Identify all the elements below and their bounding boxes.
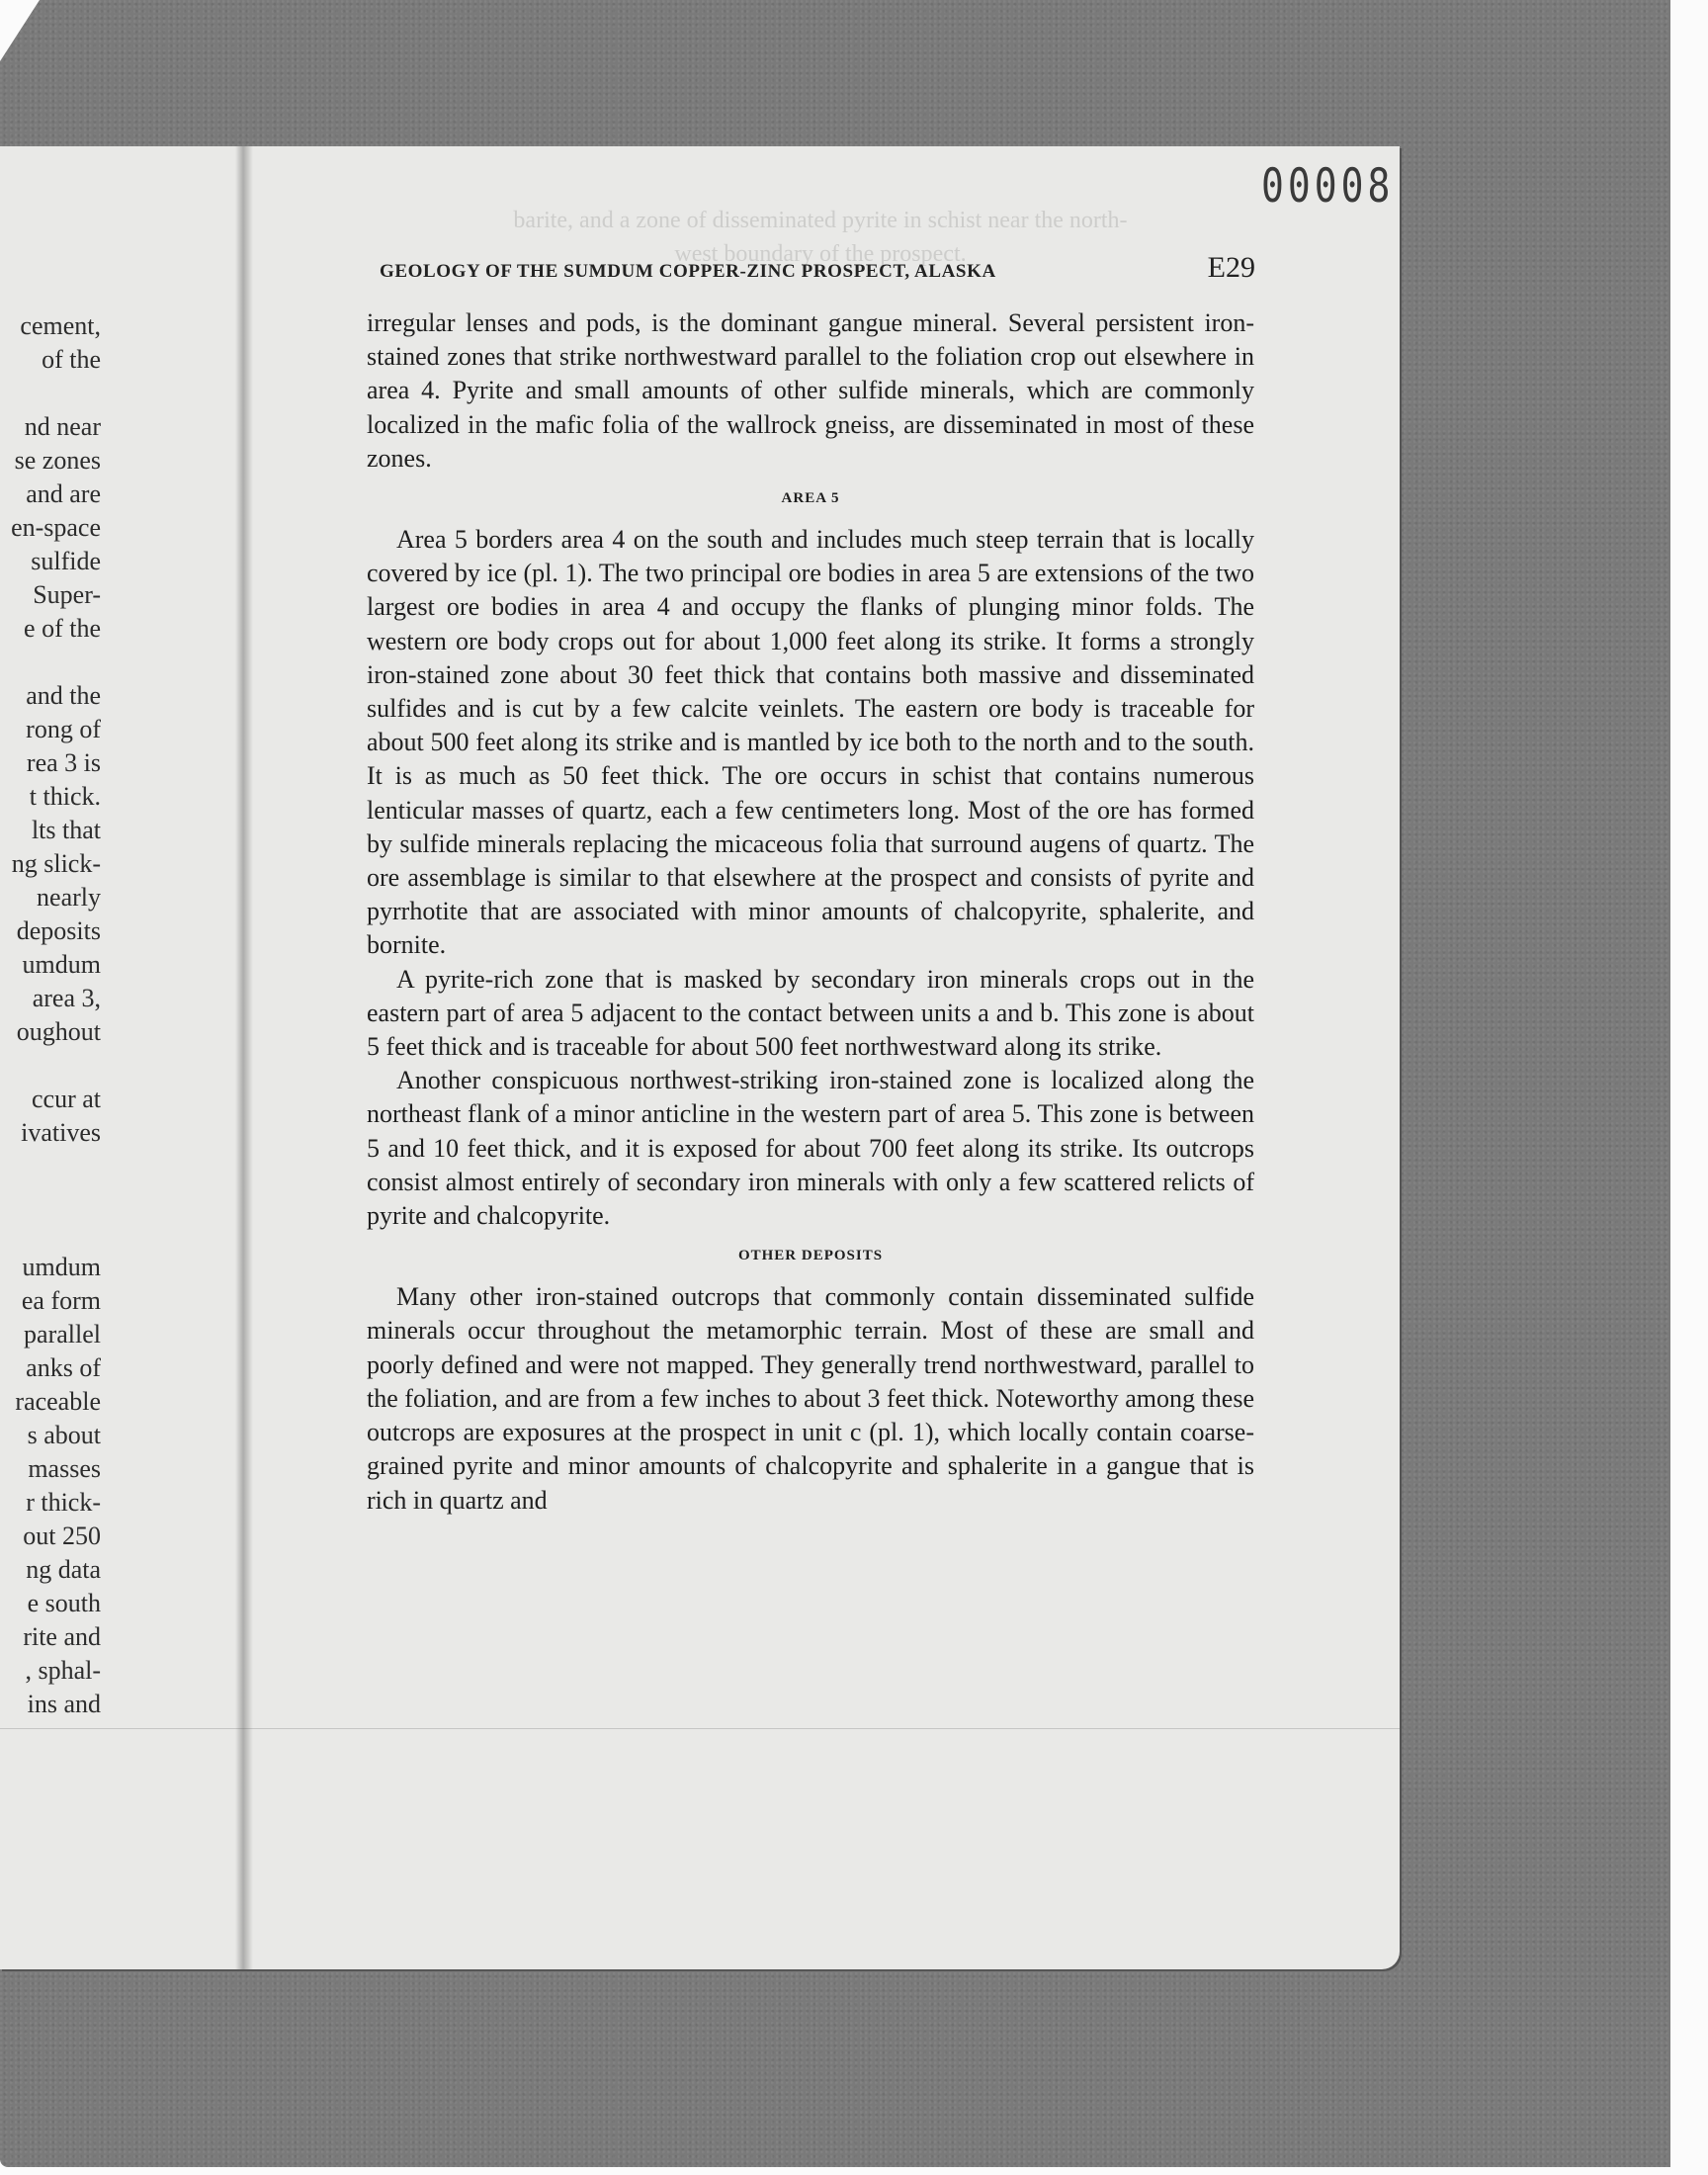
facing-page-line: deposits — [16, 916, 101, 945]
facing-page-line: lts that — [31, 816, 101, 844]
section-heading-area-5: AREA 5 — [781, 490, 840, 507]
facing-page-line: , sphal- — [25, 1656, 101, 1685]
section-heading-other-deposits: OTHER DEPOSITS — [737, 1248, 884, 1264]
facing-page-line: nd near — [24, 412, 101, 441]
facing-page-line: e of the — [24, 614, 101, 643]
facing-page-line: r thick- — [26, 1488, 101, 1517]
facing-page-line: oughout — [16, 1017, 101, 1046]
facing-page-line: en-space — [11, 513, 101, 542]
facing-page-line: masses — [28, 1454, 101, 1483]
facing-page-line: raceable — [15, 1387, 101, 1416]
running-head-title: GEOLOGY OF THE SUMDUM COPPER-ZINC PROSPECT, ALASKA — [380, 261, 996, 282]
paragraph: Another conspicuous northwest-striking iron-stained zone is localized along the northeast flank of a minor anticline in the western part of area 5. This zone is between 5 and 10 feet thick, and it is exposed for about 700 feet along its strike. Its outcrops consist almost entirely of secondary iron minerals with only a few scattered relicts of pyrite and chalcopyrite. — [367, 1066, 1254, 1231]
intro-paragraph: irregular lenses and pods, is the dominant gangue mineral. Several persistent iron-stained zones that strike northwestward parallel to the foliation crop out elsewhere in area 4. Pyrite and small amounts of other sulfide minerals, which are commonly localized in the mafic folia of the wallrock gneiss, are disseminated in most of these zones. — [367, 308, 1254, 473]
facing-page-line: rea 3 is — [26, 748, 101, 777]
document-page — [0, 146, 1400, 1969]
facing-page-line — [0, 1150, 101, 1183]
facing-page-line: of the — [42, 345, 101, 374]
facing-page-line: umdum — [22, 950, 101, 979]
facing-page-line: ea form — [21, 1286, 101, 1315]
scan-corner — [0, 0, 40, 61]
facing-page-line: ng data — [26, 1555, 101, 1584]
facing-page-line: se zones — [14, 446, 101, 475]
facing-page-line — [0, 646, 101, 679]
facing-page-line: s about — [27, 1421, 101, 1449]
running-head — [380, 251, 1255, 285]
facing-page-line: Super- — [33, 580, 101, 609]
bleed-line: barite, and a zone of disseminated pyrite in schist near the north- — [513, 208, 1128, 233]
facing-page-line: cement, — [20, 311, 101, 340]
facing-page-line: nearly — [37, 883, 101, 912]
horizontal-crease — [0, 1728, 1400, 1729]
facing-page-line — [0, 377, 101, 410]
facing-page-line: ivatives — [21, 1118, 101, 1147]
facing-page-line — [0, 1049, 101, 1083]
bleed-line: west boundary of the prospect. — [674, 241, 967, 267]
gutter-fold — [235, 146, 253, 1969]
facing-page-line: out 250 — [23, 1522, 101, 1550]
facing-page-line: rong of — [26, 715, 101, 743]
facing-page-line: and are — [26, 479, 101, 508]
facing-page-line: ins and — [27, 1690, 101, 1718]
facing-page-line: sulfide — [31, 547, 101, 575]
facing-page-line: ng slick- — [11, 849, 101, 878]
facing-page-line: umdum — [22, 1253, 101, 1281]
facing-page-line — [0, 1183, 101, 1217]
scan-stamp-number: 00008 — [1261, 158, 1395, 213]
facing-page-fragment — [0, 309, 101, 1721]
facing-page-line: parallel — [24, 1320, 101, 1348]
facing-page-line: area 3, — [32, 984, 101, 1012]
facing-page-line: rite and — [23, 1622, 101, 1651]
page-number: E29 — [1207, 251, 1255, 284]
facing-page-line: ccur at — [31, 1085, 101, 1113]
body-text — [367, 306, 1254, 1518]
facing-page-line: e south — [27, 1589, 101, 1617]
facing-page-line — [0, 1217, 101, 1251]
paragraph: A pyrite-rich zone that is masked by secondary iron minerals crops out in the eastern part of area 5 adjacent to the contact between units a and b. This zone is about 5 feet thick and is traceable for about 500 feet northwestward along its strike. — [367, 964, 1254, 1062]
scan-edge-margin — [1670, 0, 1708, 2175]
facing-page-line: and the — [26, 681, 101, 710]
facing-page-line: t thick. — [29, 782, 101, 811]
paragraph: Many other iron-stained outcrops that commonly contain disseminated sulfide minerals occur throughout the metamorphic terrain. Most of these are small and poorly defined and were not mapped. They generally trend northwestward, parallel to the foliation, and are from a few inches to about 3 feet thick. Noteworthy among these outcrops are exposures at the prospect in unit c (pl. 1), which locally contain coarse-grained pyrite and minor amounts of chalcopyrite and sphalerite in a gangue that is rich in quartz and — [367, 1282, 1254, 1515]
paragraph: Area 5 borders area 4 on the south and includes much steep terrain that is locally covered by ice (pl. 1). The two principal ore bodies in area 5 are extensions of the two largest ore bodies in area 4 and occupy the flanks of plunging minor folds. The western ore body crops out for about 1,000 feet along its strike. It forms a strongly iron-stained zone about 30 feet thick that contains both massive and disseminated sulfides and is cut by a few calcite veinlets. The eastern ore body is traceable for about 500 feet along its strike and is mantled by ice both to the north and to the south. It is as much as 50 feet thick. The ore occurs in schist that contains numerous lenticular masses of quartz, each a few centimeters long. Most of the ore has formed by sulfide minerals replacing the micaceous folia that surround augens of quartz. The ore assemblage is similar to that elsewhere at the prospect and consists of pyrite and pyrrhotite that are associated with minor amounts of chalcopyrite, sphalerite, and bornite. — [367, 525, 1254, 960]
facing-page-line: anks of — [26, 1353, 101, 1382]
